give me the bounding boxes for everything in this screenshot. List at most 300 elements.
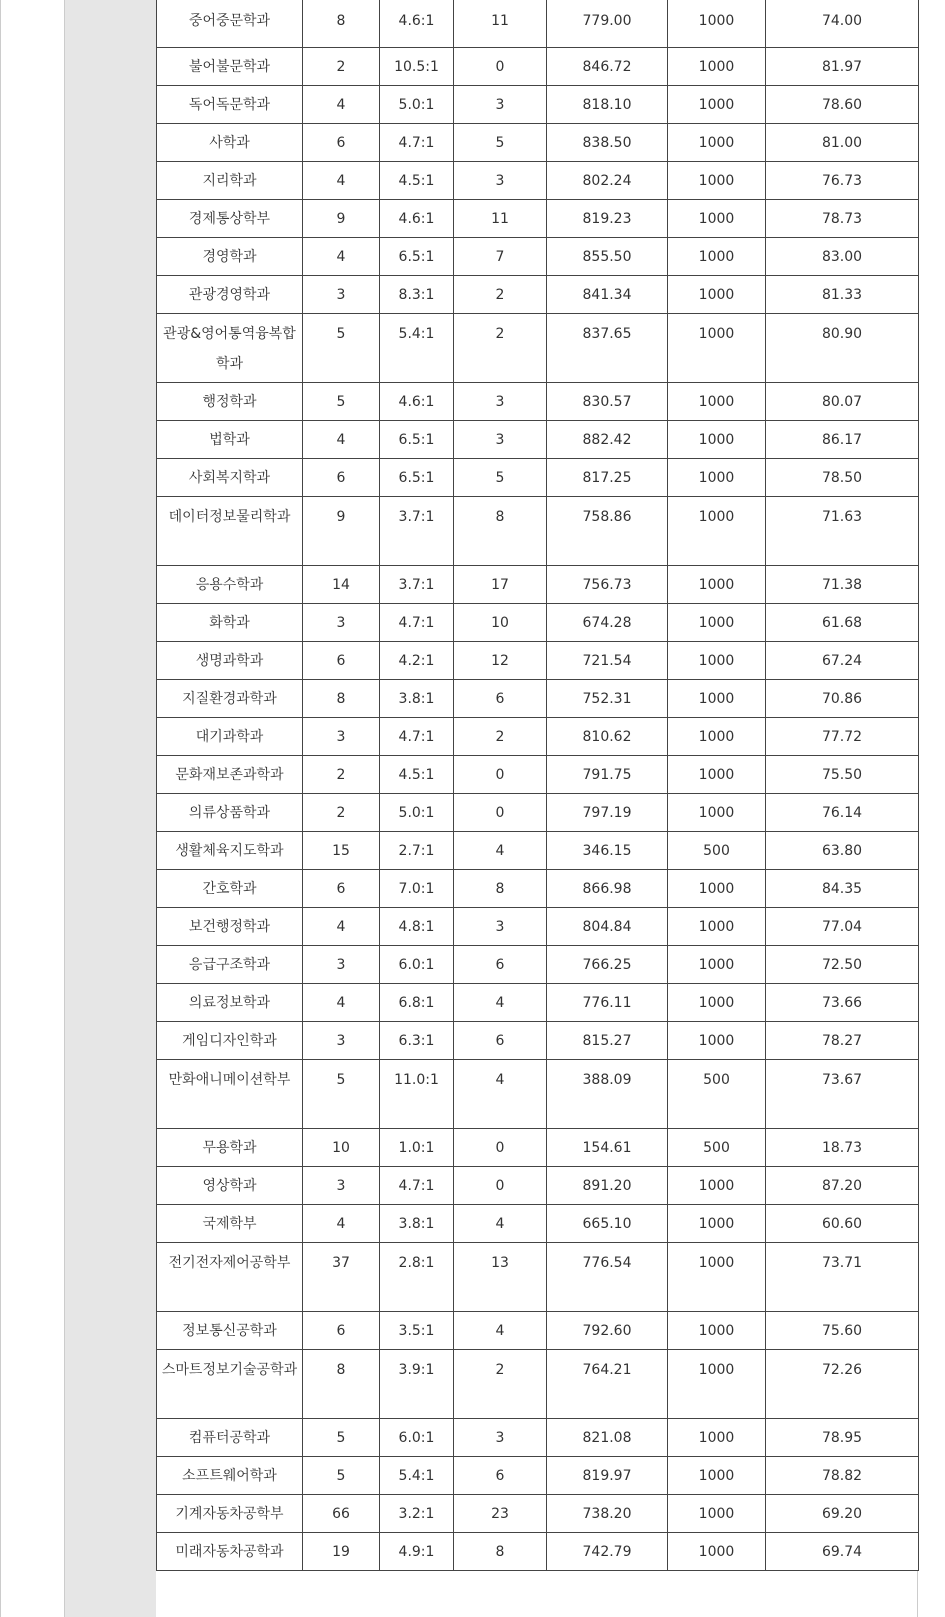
score-cell: 815.27 [547, 1022, 668, 1060]
quota-cell: 37 [303, 1243, 380, 1312]
department-cell: 대기과학과 [157, 718, 303, 756]
score-cell: 819.97 [547, 1457, 668, 1495]
department-cell: 생명과학과 [157, 642, 303, 680]
max-score-cell: 1000 [668, 314, 766, 383]
waitlist-cell: 3 [454, 383, 547, 421]
converted-score-cell: 78.95 [766, 1419, 919, 1457]
quota-cell: 10 [303, 1129, 380, 1167]
score-cell: 388.09 [547, 1060, 668, 1129]
score-cell: 830.57 [547, 383, 668, 421]
merged-category-cell [64, 0, 156, 1617]
converted-score-cell: 80.90 [766, 314, 919, 383]
table-row [157, 642, 919, 680]
converted-score-cell: 69.20 [766, 1495, 919, 1533]
table-row [157, 1350, 919, 1419]
score-cell: 756.73 [547, 566, 668, 604]
score-cell: 837.65 [547, 314, 668, 383]
department-cell: 지질환경과학과 [157, 680, 303, 718]
max-score-cell: 1000 [668, 1243, 766, 1312]
quota-cell: 5 [303, 1419, 380, 1457]
department-cell: 데이터정보물리학과 [157, 497, 303, 566]
converted-score-cell: 81.33 [766, 276, 919, 314]
table-row [157, 0, 919, 48]
max-score-cell: 1000 [668, 124, 766, 162]
waitlist-cell: 7 [454, 238, 547, 276]
waitlist-cell: 0 [454, 48, 547, 86]
score-cell: 804.84 [547, 908, 668, 946]
department-cell: 간호학과 [157, 870, 303, 908]
quota-cell: 66 [303, 1495, 380, 1533]
table-row [157, 162, 919, 200]
max-score-cell: 1000 [668, 566, 766, 604]
quota-cell: 5 [303, 1457, 380, 1495]
converted-score-cell: 76.73 [766, 162, 919, 200]
score-cell: 821.08 [547, 1419, 668, 1457]
competition-rate-cell: 3.8:1 [380, 680, 454, 718]
table-row [157, 200, 919, 238]
waitlist-cell: 5 [454, 459, 547, 497]
score-cell: 891.20 [547, 1167, 668, 1205]
quota-cell: 15 [303, 832, 380, 870]
max-score-cell: 500 [668, 832, 766, 870]
converted-score-cell: 76.14 [766, 794, 919, 832]
max-score-cell: 1000 [668, 48, 766, 86]
competition-rate-cell: 6.0:1 [380, 1419, 454, 1457]
table-row [157, 1205, 919, 1243]
converted-score-cell: 69.74 [766, 1533, 919, 1571]
quota-cell: 5 [303, 1060, 380, 1129]
quota-cell: 3 [303, 1022, 380, 1060]
quota-cell: 6 [303, 870, 380, 908]
table-row [157, 604, 919, 642]
quota-cell: 3 [303, 604, 380, 642]
department-cell: 의료정보학과 [157, 984, 303, 1022]
department-cell: 소프트웨어학과 [157, 1457, 303, 1495]
competition-rate-cell: 10.5:1 [380, 48, 454, 86]
converted-score-cell: 83.00 [766, 238, 919, 276]
quota-cell: 9 [303, 497, 380, 566]
table-row [157, 946, 919, 984]
converted-score-cell: 70.86 [766, 680, 919, 718]
waitlist-cell: 10 [454, 604, 547, 642]
max-score-cell: 1000 [668, 908, 766, 946]
waitlist-cell: 4 [454, 1312, 547, 1350]
quota-cell: 2 [303, 794, 380, 832]
table-row [157, 86, 919, 124]
department-cell: 불어불문학과 [157, 48, 303, 86]
waitlist-cell: 2 [454, 1350, 547, 1419]
competition-rate-cell: 6.8:1 [380, 984, 454, 1022]
table-row [157, 1129, 919, 1167]
score-cell: 802.24 [547, 162, 668, 200]
table-row [157, 680, 919, 718]
table-row [157, 497, 919, 566]
converted-score-cell: 73.66 [766, 984, 919, 1022]
max-score-cell: 1000 [668, 1312, 766, 1350]
table-row [157, 1167, 919, 1205]
score-cell: 665.10 [547, 1205, 668, 1243]
table-row [157, 238, 919, 276]
max-score-cell: 500 [668, 1129, 766, 1167]
quota-cell: 3 [303, 946, 380, 984]
converted-score-cell: 74.00 [766, 0, 919, 48]
score-cell: 346.15 [547, 832, 668, 870]
score-cell: 818.10 [547, 86, 668, 124]
converted-score-cell: 67.24 [766, 642, 919, 680]
table-row [157, 48, 919, 86]
competition-rate-cell: 4.2:1 [380, 642, 454, 680]
max-score-cell: 1000 [668, 984, 766, 1022]
competition-rate-cell: 2.8:1 [380, 1243, 454, 1312]
quota-cell: 3 [303, 1167, 380, 1205]
converted-score-cell: 60.60 [766, 1205, 919, 1243]
competition-rate-cell: 4.7:1 [380, 124, 454, 162]
quota-cell: 8 [303, 0, 380, 48]
admission-results-table [156, 0, 919, 1571]
waitlist-cell: 4 [454, 984, 547, 1022]
waitlist-cell: 6 [454, 680, 547, 718]
max-score-cell: 1000 [668, 162, 766, 200]
converted-score-cell: 73.67 [766, 1060, 919, 1129]
department-cell: 응급구조학과 [157, 946, 303, 984]
max-score-cell: 1000 [668, 276, 766, 314]
max-score-cell: 1000 [668, 756, 766, 794]
max-score-cell: 1000 [668, 459, 766, 497]
score-cell: 846.72 [547, 48, 668, 86]
department-cell: 사회복지학과 [157, 459, 303, 497]
converted-score-cell: 77.04 [766, 908, 919, 946]
department-cell: 기계자동차공학부 [157, 1495, 303, 1533]
score-cell: 154.61 [547, 1129, 668, 1167]
max-score-cell: 1000 [668, 718, 766, 756]
competition-rate-cell: 2.7:1 [380, 832, 454, 870]
converted-score-cell: 77.72 [766, 718, 919, 756]
converted-score-cell: 86.17 [766, 421, 919, 459]
department-cell: 의류상품학과 [157, 794, 303, 832]
max-score-cell: 1000 [668, 421, 766, 459]
score-cell: 810.62 [547, 718, 668, 756]
max-score-cell: 1000 [668, 200, 766, 238]
converted-score-cell: 81.97 [766, 48, 919, 86]
competition-rate-cell: 4.7:1 [380, 604, 454, 642]
max-score-cell: 1000 [668, 680, 766, 718]
quota-cell: 8 [303, 680, 380, 718]
table-row [157, 718, 919, 756]
converted-score-cell: 78.82 [766, 1457, 919, 1495]
table-row [157, 1419, 919, 1457]
waitlist-cell: 3 [454, 421, 547, 459]
max-score-cell: 1000 [668, 383, 766, 421]
department-cell: 중어중문학과 [157, 0, 303, 48]
department-cell: 화학과 [157, 604, 303, 642]
department-cell: 보건행정학과 [157, 908, 303, 946]
quota-cell: 2 [303, 48, 380, 86]
converted-score-cell: 61.68 [766, 604, 919, 642]
converted-score-cell: 75.50 [766, 756, 919, 794]
max-score-cell: 1000 [668, 604, 766, 642]
score-cell: 752.31 [547, 680, 668, 718]
converted-score-cell: 73.71 [766, 1243, 919, 1312]
quota-cell: 2 [303, 756, 380, 794]
converted-score-cell: 18.73 [766, 1129, 919, 1167]
max-score-cell: 1000 [668, 1495, 766, 1533]
department-cell: 경영학과 [157, 238, 303, 276]
waitlist-cell: 3 [454, 86, 547, 124]
competition-rate-cell: 1.0:1 [380, 1129, 454, 1167]
department-cell: 정보통신공학과 [157, 1312, 303, 1350]
quota-cell: 3 [303, 276, 380, 314]
quota-cell: 4 [303, 162, 380, 200]
score-cell: 819.23 [547, 200, 668, 238]
score-cell: 882.42 [547, 421, 668, 459]
waitlist-cell: 6 [454, 1457, 547, 1495]
department-cell: 무용학과 [157, 1129, 303, 1167]
competition-rate-cell: 5.0:1 [380, 86, 454, 124]
converted-score-cell: 71.38 [766, 566, 919, 604]
converted-score-cell: 80.07 [766, 383, 919, 421]
max-score-cell: 1000 [668, 946, 766, 984]
table-row [157, 1022, 919, 1060]
competition-rate-cell: 4.7:1 [380, 1167, 454, 1205]
max-score-cell: 1000 [668, 1022, 766, 1060]
max-score-cell: 1000 [668, 1419, 766, 1457]
competition-rate-cell: 6.5:1 [380, 459, 454, 497]
waitlist-cell: 0 [454, 756, 547, 794]
waitlist-cell: 3 [454, 908, 547, 946]
competition-rate-cell: 3.7:1 [380, 497, 454, 566]
score-cell: 817.25 [547, 459, 668, 497]
page-left-border [0, 0, 1, 1617]
waitlist-cell: 2 [454, 276, 547, 314]
table-row [157, 421, 919, 459]
quota-cell: 6 [303, 642, 380, 680]
waitlist-cell: 12 [454, 642, 547, 680]
max-score-cell: 500 [668, 1060, 766, 1129]
department-cell: 사학과 [157, 124, 303, 162]
waitlist-cell: 11 [454, 0, 547, 48]
score-cell: 742.79 [547, 1533, 668, 1571]
quota-cell: 4 [303, 238, 380, 276]
competition-rate-cell: 4.6:1 [380, 383, 454, 421]
table-row [157, 908, 919, 946]
competition-rate-cell: 4.7:1 [380, 718, 454, 756]
table-row [157, 1243, 919, 1312]
competition-rate-cell: 11.0:1 [380, 1060, 454, 1129]
score-cell: 776.54 [547, 1243, 668, 1312]
competition-rate-cell: 3.9:1 [380, 1350, 454, 1419]
converted-score-cell: 87.20 [766, 1167, 919, 1205]
department-cell: 전기전자제어공학부 [157, 1243, 303, 1312]
waitlist-cell: 3 [454, 1419, 547, 1457]
waitlist-cell: 2 [454, 718, 547, 756]
department-cell: 독어독문학과 [157, 86, 303, 124]
department-cell: 게임디자인학과 [157, 1022, 303, 1060]
score-cell: 776.11 [547, 984, 668, 1022]
department-cell: 경제통상학부 [157, 200, 303, 238]
department-cell: 관광경영학과 [157, 276, 303, 314]
waitlist-cell: 8 [454, 497, 547, 566]
converted-score-cell: 63.80 [766, 832, 919, 870]
converted-score-cell: 78.50 [766, 459, 919, 497]
table-row [157, 1495, 919, 1533]
competition-rate-cell: 4.8:1 [380, 908, 454, 946]
table-row [157, 1060, 919, 1129]
converted-score-cell: 75.60 [766, 1312, 919, 1350]
table-row [157, 383, 919, 421]
department-cell: 컴퓨터공학과 [157, 1419, 303, 1457]
department-cell: 국제학부 [157, 1205, 303, 1243]
table-row [157, 1533, 919, 1571]
score-cell: 738.20 [547, 1495, 668, 1533]
quota-cell: 4 [303, 908, 380, 946]
waitlist-cell: 2 [454, 314, 547, 383]
waitlist-cell: 8 [454, 1533, 547, 1571]
table-row [157, 1457, 919, 1495]
table-row [157, 832, 919, 870]
department-cell: 스마트정보기술공학과 [157, 1350, 303, 1419]
competition-rate-cell: 6.3:1 [380, 1022, 454, 1060]
max-score-cell: 1000 [668, 794, 766, 832]
max-score-cell: 1000 [668, 497, 766, 566]
department-cell: 영상학과 [157, 1167, 303, 1205]
waitlist-cell: 17 [454, 566, 547, 604]
score-cell: 779.00 [547, 0, 668, 48]
department-cell: 관광&영어통역융복합학과 [157, 314, 303, 383]
quota-cell: 4 [303, 86, 380, 124]
score-cell: 674.28 [547, 604, 668, 642]
waitlist-cell: 5 [454, 124, 547, 162]
competition-rate-cell: 4.6:1 [380, 200, 454, 238]
score-cell: 792.60 [547, 1312, 668, 1350]
department-cell: 미래자동차공학과 [157, 1533, 303, 1571]
converted-score-cell: 81.00 [766, 124, 919, 162]
quota-cell: 4 [303, 984, 380, 1022]
score-cell: 797.19 [547, 794, 668, 832]
table-row [157, 124, 919, 162]
competition-rate-cell: 6.5:1 [380, 421, 454, 459]
quota-cell: 5 [303, 383, 380, 421]
score-cell: 855.50 [547, 238, 668, 276]
table-row [157, 756, 919, 794]
converted-score-cell: 78.27 [766, 1022, 919, 1060]
competition-rate-cell: 8.3:1 [380, 276, 454, 314]
table-body [157, 0, 919, 1571]
table-row [157, 794, 919, 832]
department-cell: 생활체육지도학과 [157, 832, 303, 870]
waitlist-cell: 4 [454, 832, 547, 870]
score-cell: 766.25 [547, 946, 668, 984]
competition-rate-cell: 7.0:1 [380, 870, 454, 908]
max-score-cell: 1000 [668, 1350, 766, 1419]
competition-rate-cell: 3.2:1 [380, 1495, 454, 1533]
score-cell: 866.98 [547, 870, 668, 908]
waitlist-cell: 23 [454, 1495, 547, 1533]
table-row [157, 984, 919, 1022]
score-cell: 758.86 [547, 497, 668, 566]
competition-rate-cell: 6.0:1 [380, 946, 454, 984]
competition-rate-cell: 3.5:1 [380, 1312, 454, 1350]
max-score-cell: 1000 [668, 1457, 766, 1495]
converted-score-cell: 72.26 [766, 1350, 919, 1419]
quota-cell: 8 [303, 1350, 380, 1419]
waitlist-cell: 4 [454, 1060, 547, 1129]
quota-cell: 6 [303, 459, 380, 497]
table-row [157, 566, 919, 604]
waitlist-cell: 6 [454, 946, 547, 984]
waitlist-cell: 11 [454, 200, 547, 238]
department-cell: 법학과 [157, 421, 303, 459]
waitlist-cell: 0 [454, 1167, 547, 1205]
department-cell: 지리학과 [157, 162, 303, 200]
waitlist-cell: 4 [454, 1205, 547, 1243]
score-cell: 721.54 [547, 642, 668, 680]
department-cell: 행정학과 [157, 383, 303, 421]
waitlist-cell: 13 [454, 1243, 547, 1312]
max-score-cell: 1000 [668, 1205, 766, 1243]
table-row [157, 314, 919, 383]
quota-cell: 6 [303, 1312, 380, 1350]
waitlist-cell: 8 [454, 870, 547, 908]
waitlist-cell: 0 [454, 1129, 547, 1167]
max-score-cell: 1000 [668, 86, 766, 124]
competition-rate-cell: 3.8:1 [380, 1205, 454, 1243]
quota-cell: 14 [303, 566, 380, 604]
max-score-cell: 1000 [668, 1167, 766, 1205]
max-score-cell: 1000 [668, 642, 766, 680]
competition-rate-cell: 4.5:1 [380, 756, 454, 794]
table-row [157, 459, 919, 497]
max-score-cell: 1000 [668, 0, 766, 48]
max-score-cell: 1000 [668, 1533, 766, 1571]
competition-rate-cell: 3.7:1 [380, 566, 454, 604]
quota-cell: 9 [303, 200, 380, 238]
department-cell: 문화재보존과학과 [157, 756, 303, 794]
converted-score-cell: 84.35 [766, 870, 919, 908]
competition-rate-cell: 4.6:1 [380, 0, 454, 48]
score-cell: 841.34 [547, 276, 668, 314]
waitlist-cell: 6 [454, 1022, 547, 1060]
score-cell: 791.75 [547, 756, 668, 794]
quota-cell: 3 [303, 718, 380, 756]
max-score-cell: 1000 [668, 870, 766, 908]
table-row [157, 870, 919, 908]
department-cell: 응용수학과 [157, 566, 303, 604]
table-row [157, 1312, 919, 1350]
converted-score-cell: 78.60 [766, 86, 919, 124]
competition-rate-cell: 5.4:1 [380, 1457, 454, 1495]
score-cell: 764.21 [547, 1350, 668, 1419]
competition-rate-cell: 5.4:1 [380, 314, 454, 383]
waitlist-cell: 3 [454, 162, 547, 200]
score-cell: 838.50 [547, 124, 668, 162]
quota-cell: 6 [303, 124, 380, 162]
converted-score-cell: 78.73 [766, 200, 919, 238]
quota-cell: 4 [303, 421, 380, 459]
competition-rate-cell: 4.5:1 [380, 162, 454, 200]
competition-rate-cell: 6.5:1 [380, 238, 454, 276]
competition-rate-cell: 5.0:1 [380, 794, 454, 832]
department-cell: 만화애니메이션학부 [157, 1060, 303, 1129]
quota-cell: 19 [303, 1533, 380, 1571]
quota-cell: 4 [303, 1205, 380, 1243]
max-score-cell: 1000 [668, 238, 766, 276]
quota-cell: 5 [303, 314, 380, 383]
competition-rate-cell: 4.9:1 [380, 1533, 454, 1571]
converted-score-cell: 71.63 [766, 497, 919, 566]
table-row [157, 276, 919, 314]
converted-score-cell: 72.50 [766, 946, 919, 984]
waitlist-cell: 0 [454, 794, 547, 832]
